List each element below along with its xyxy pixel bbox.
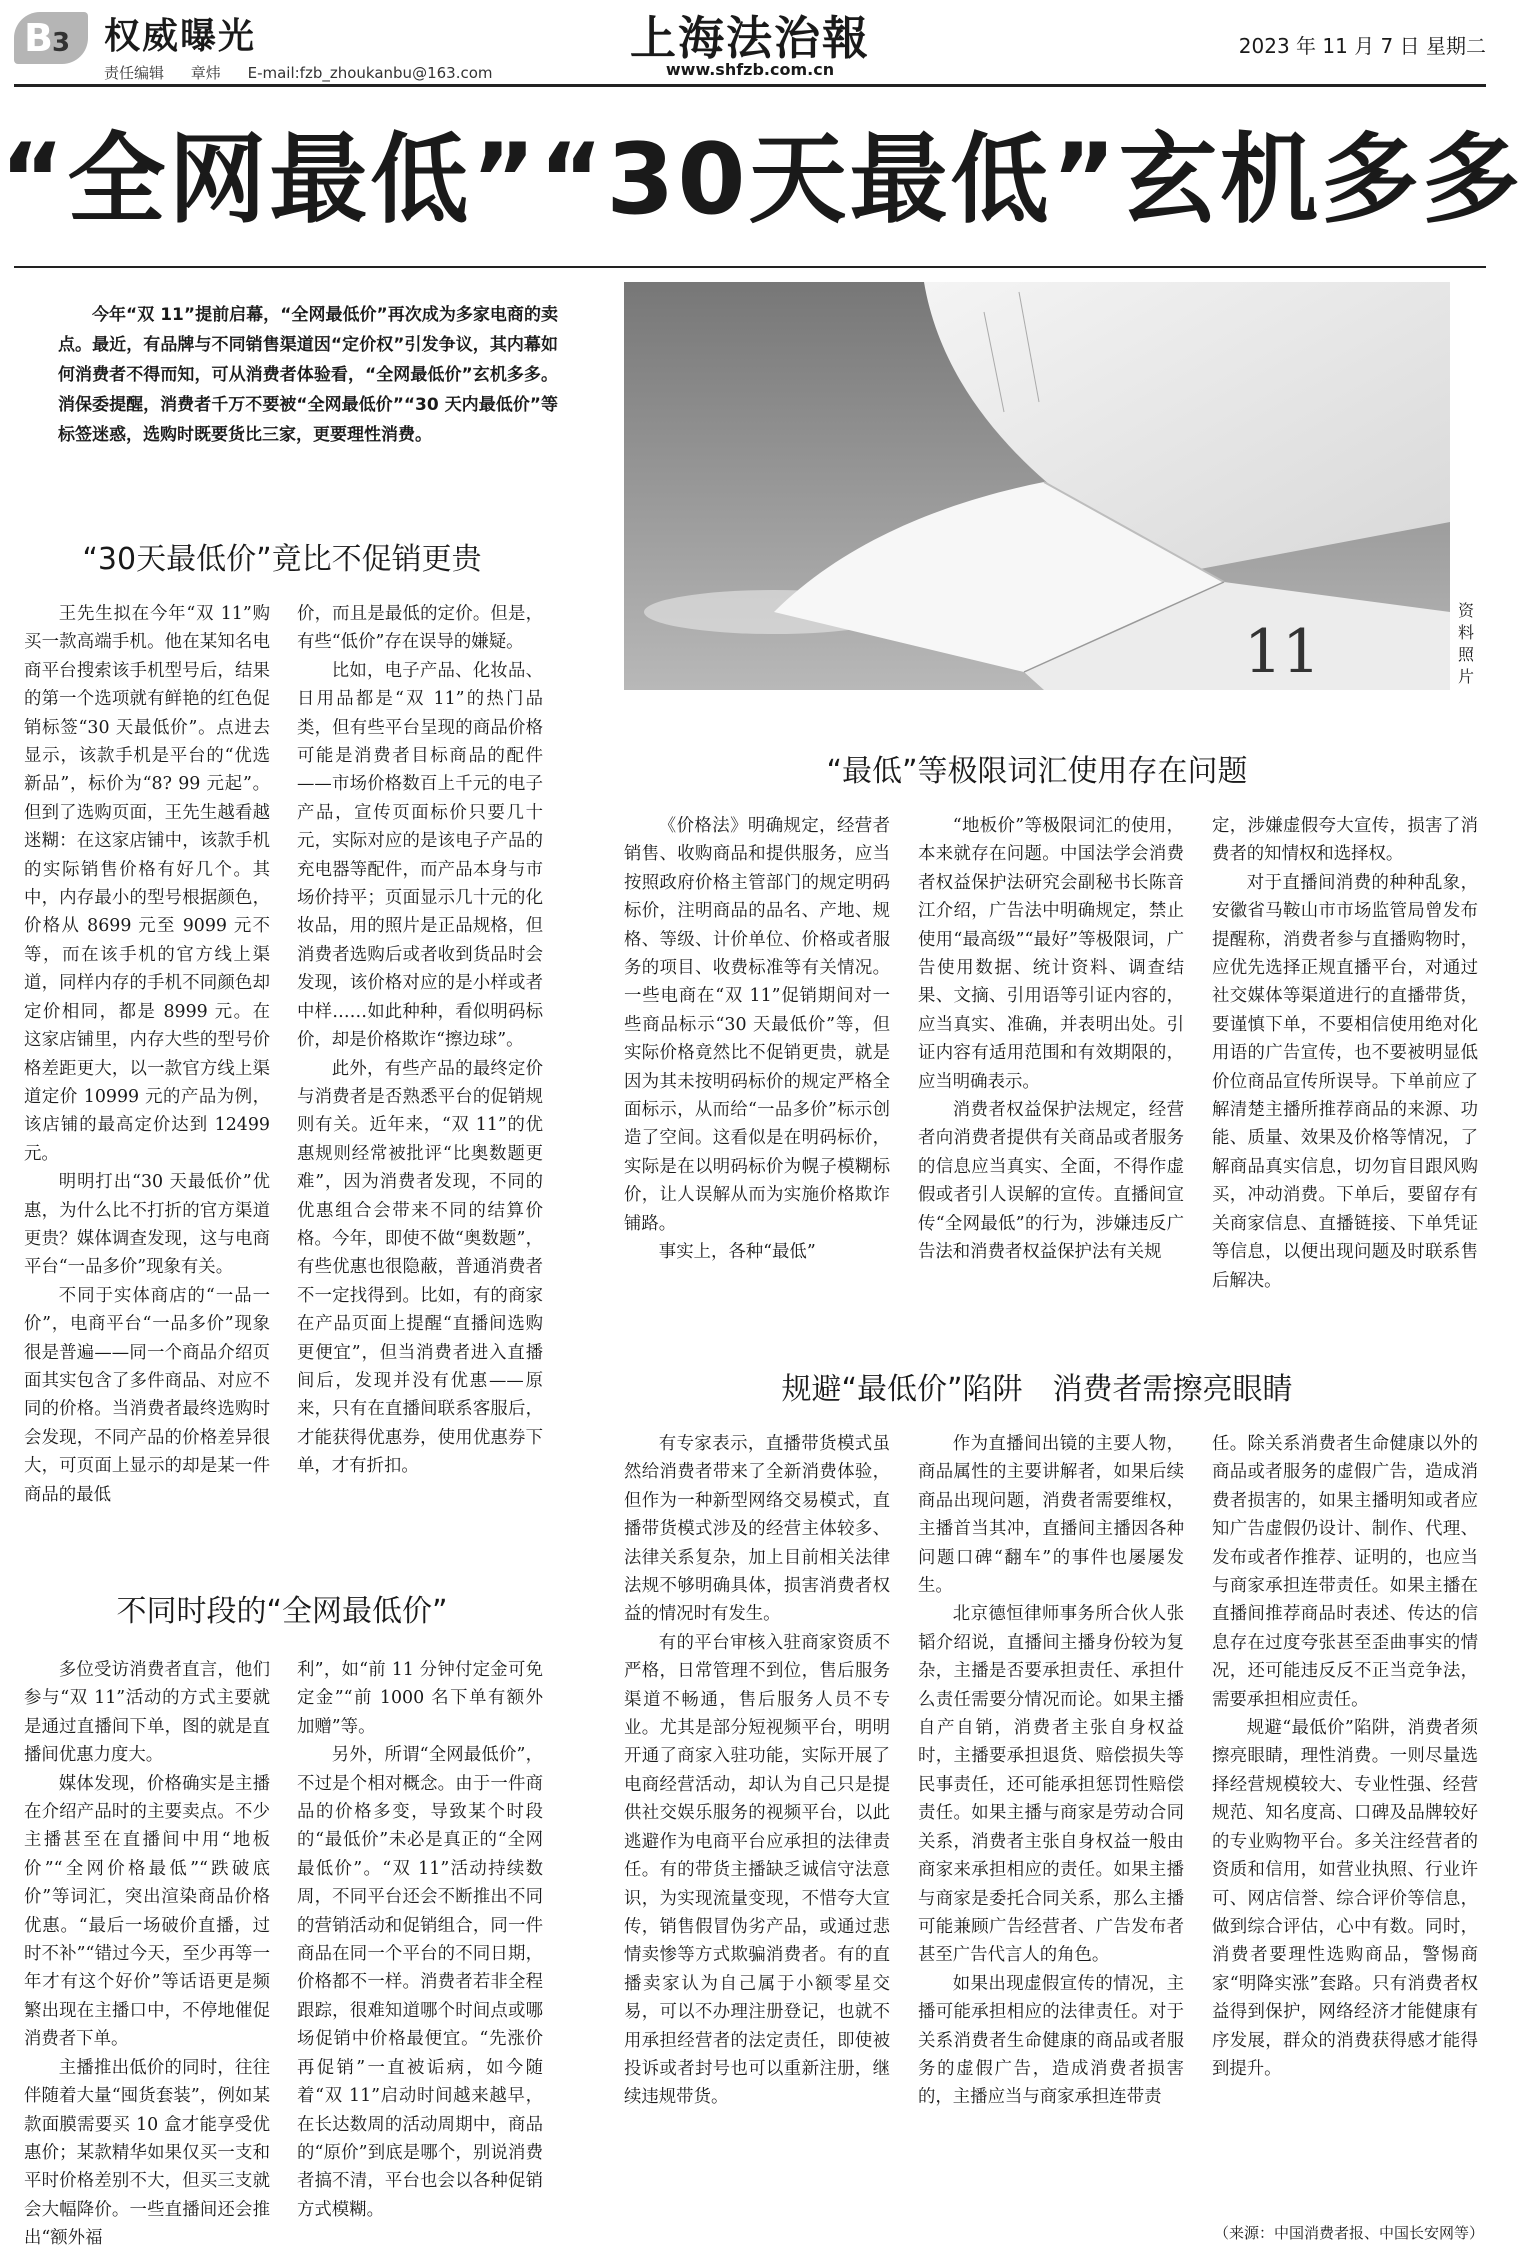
section1-column-1 — [24, 600, 270, 1505]
page-badge: B3 — [14, 12, 88, 64]
newspaper-logo: 上海法治報 — [630, 11, 870, 65]
editor-label: 责任编辑 — [104, 64, 165, 82]
section-name: 权威曝光 — [104, 16, 257, 57]
issue-date: 2023 年 11 月 7 日 星期二 — [1238, 34, 1486, 58]
section4-column-2 — [918, 1430, 1184, 2215]
paragraph: 任。除关系消费者生命健康以外的商品或者服务的虚假广告，造成消费者损害的，如果主播明知或者应知广告虚假仍设计、制作、代理、发布或者作推荐、证明的，也应当与商家承担连带责任。如果主播在直播间推荐商品时表述、传达的信息存在过度夸张甚至歪曲事实的情况，还可能违反反不正当竞争法，需要承担相应责任。 — [1212, 1434, 1478, 1710]
article-photo — [624, 282, 1450, 690]
article-source: （来源：中国消费者报、中国长安网等） — [1213, 2224, 1484, 2242]
paragraph: 主播推出低价的同时，往往伴随着大量“囤货套装”，例如某款面膜需要买 10 盒才能享受优惠价；某款精华如果仅买一支和平时价格差别不大，但买三支就会大幅降价。一些直播间还会推出“额外福 — [24, 2057, 270, 2249]
masthead — [0, 0, 1500, 86]
masthead-divider — [14, 84, 1486, 87]
paragraph: 媒体发现，价格确实是主播在介绍产品时的主要卖点。不少主播甚至在直播间中用“地板价”“全网价格最低”“跌破底价”等词汇，突出渲染商品价格优惠。“最后一场破价直播，过时不补”“错过今天，至少再等一年才有这个好价”等话语更是频繁出现在主播口中，不停地催促消费者下单。 — [24, 1773, 270, 2050]
paragraph: 有的平台审核入驻商家资质不严格，日常管理不到位，售后服务渠道不畅通，售后服务人员不专业。尤其是部分短视频平台，明明开通了商家入驻功能，实际开展了电商经营活动，却认为自己只是提供社交娱乐服务的视频平台，以此逃避作为电商平台应承担的法律责任。有的带货主播缺乏诚信守法意识，为实现流量变现，不惜夸大宣传，销售假冒伪劣产品，或通过悲情卖惨等方式欺骗消费者。有的直播卖家认为自己属于小额零星交易，可以不办理注册登记，也就不用承担经营者的法定责任，即使被投诉或者封号也可以重新注册，继续违规带货。 — [624, 1632, 890, 2108]
editor-email: E-mail:fzb_zhoukanbu@163.com — [247, 64, 493, 82]
paragraph: 价，而且是最低的定价。但是，有些“低价”存在误导的嫌疑。 — [297, 604, 543, 653]
subhead-30day: “30天最低价”竟比不促销更贵 — [82, 542, 482, 577]
section1-column-2 — [297, 600, 543, 1477]
subhead-extreme-words: “最低”等极限词汇使用存在问题 — [826, 754, 1248, 789]
paragraph: 定，涉嫌虚假夸大宣传，损害了消费者的知情权和选择权。 — [1212, 816, 1478, 865]
lead-paragraph: 今年“双 11”提前启幕，“全网最低价”再次成为多家电商的卖点。最近，有品牌与不同销售渠道因“定价权”引发争议，其内幕如何消费者不得而知，可从消费者体验看，“全网最低价”玄机多多。消保委提醒，消费者千万不要被“全网最低价”“30 天内最低价”等标签迷惑，选购时既要货比三家，更要理性消费。 — [58, 305, 558, 445]
paragraph: 北京德恒律师事务所合伙人张韬介绍说，直播间主播身份较为复杂，主播是否要承担责任、承担什么责任需要分情况而论。如果主播自产自销，消费者主张自身权益时，主播要承担退货、赔偿损失等民事责任，还可能承担惩罚性赔偿责任。如果主播与商家是劳动合同关系，消费者主张自身权益一般由商家来承担相应的责任。如果主播与商家是委托合同关系，那么主播可能兼顾广告经营者、广告发布者甚至广告代言人的角色。 — [918, 1604, 1184, 1966]
subhead-different-periods: 不同时段的“全网最低价” — [116, 1594, 448, 1629]
paragraph: 多位受访消费者直言，他们参与“双 11”活动的方式主要就是通过直播间下单，图的就是直播间优惠力度大。 — [24, 1660, 270, 1766]
section2-column-2 — [297, 1656, 543, 2220]
photo-credit: 资料照片 — [1458, 601, 1475, 686]
headline-divider — [14, 266, 1486, 268]
headline: “全网最低”“30天最低”玄机多多 — [0, 123, 1523, 237]
section4-column-1 — [624, 1430, 890, 2215]
paragraph: “地板价”等极限词汇的使用，本来就存在问题。中国法学会消费者权益保护法研究会副秘书长陈音江介绍，广告法中明确规定，禁止使用“最高级”“最好”等极限词，广告使用数据、统计资料、调查结果、文摘、引用语等引证内容的，应当真实、准确，并表明出处。引证内容有适用范围和有效期限的，应当明确表示。 — [918, 816, 1184, 1092]
editor-name: 章炜 — [190, 64, 221, 82]
paragraph: 规避“最低价”陷阱，消费者须擦亮眼睛，理性消费。一则尽量选择经营规模较大、专业性强、经营规范、知名度高、口碑及品牌较好的专业购物平台。多关注经营者的资质和信用，如营业执照、行业许可、网店信誉、综合评价等信息，做到综合评估，心中有数。同时，消费者要理性选购商品，警惕商家“明降实涨”套路。只有消费者权益得到保护，网络经济才能健康有序发展，群众的消费获得感才能得到提升。 — [1212, 1718, 1478, 2079]
paragraph: 《价格法》明确规定，经营者销售、收购商品和提供服务，应当按照政府价格主管部门的规定明码标价，注明商品的品名、产地、规格、等级、计价单位、价格或者服务的项目、收费标准等有关情况。一些电商在“双 11”促销期间对一些商品标示“30 天最低价”等，但实际价格竟然比不促销更贵，就是因为其未按明码标价的规定严格全面标示，从而给“一品多价”标示创造了空间。这看似是在明码标价，实际是在以明码标价为幌子模糊标价，让人误解从而为实施价格欺诈铺路。 — [624, 816, 890, 1234]
calendar-number: 11 — [1244, 617, 1321, 687]
paragraph: 有专家表示，直播带货模式虽然给消费者带来了全新消费体验，但作为一种新型网络交易模式，直播带货模式涉及的经营主体较多、法律关系复杂，加上目前相关法律法规不够明确具体，损害消费者权益的情况时有发生。 — [624, 1434, 890, 1625]
paragraph: 事实上，各种“最低” — [658, 1242, 816, 1263]
section4-column-3 — [1212, 1430, 1478, 2215]
paragraph: 作为直播间出镜的主要人物，商品属性的主要讲解者，如果后续商品出现问题，消费者需要维权，主播首当其冲，直播间主播因各种问题口碑“翻车”的事件也屡屡发生。 — [918, 1434, 1184, 1597]
paragraph: 消费者权益保护法规定，经营者向消费者提供有关商品或者服务的信息应当真实、全面，不得作虚假或者引人误解的宣传。直播间宣传“全网最低”的行为，涉嫌违反广告法和消费者权益保护法有关规 — [918, 1100, 1184, 1263]
paragraph: 不同于实体商店的“一品一价”，电商平台“一品多价”现象很是普遍——同一个商品介绍页面其实包含了多件商品、对应不同的价格。当消费者最终选购时会发现，不同产品的价格差异很大，可页面上显示的却是某一件商品的最低 — [24, 1285, 270, 1505]
paragraph: 另外，所谓“全网最低价”，不过是个相对概念。由于一件商品的价格多变，导致某个时段的“最低价”未必是真正的“全网最低价”。“双 11”活动持续数周，不同平台还会不断推出不同的营销活动和促销组合，同一件商品在同一个平台的不同日期，价格都不一样。消费者若非全程跟踪，很难知道哪个时间点或哪场促销中价格最便宜。“先涨价再促销”一直被诟病，如今随着“双 11”启动时间越来越早，在长达数周的活动周期中，商品的“原价”到底是哪个，别说消费者搞不清，平台也会以各种促销方式模糊。 — [297, 1745, 543, 2220]
paragraph: 明明打出“30 天最低价”优惠，为什么比不打折的官方渠道更贵？媒体调查发现，这与电商平台“一品多价”现象有关。 — [24, 1172, 270, 1278]
paragraph: 对于直播间消费的种种乱象，安徽省马鞍山市市场监管局曾发布提醒称，消费者参与直播购物时，应优先选择正规直播平台，对通过社交媒体等渠道进行的直播带货，要谨慎下单，不要相信使用绝对化用语的广告宣传，也不要被明显低价位商品宣传所误导。下单前应了解清楚主播所推荐商品的来源、功能、质量、效果及价格等情况，了解商品真实信息，切勿盲目跟风购买，冲动消费。下单后，要留存有关商家信息、直播链接、下单凭证等信息，以便出现问题及时联系售后解决。 — [1212, 872, 1478, 1291]
paragraph: 利”，如“前 11 分钟付定金可免定金”“前 1000 名下单有额外加赠”等。 — [297, 1660, 543, 1737]
editor-line — [104, 62, 515, 83]
section2-column-1 — [24, 1656, 270, 2249]
section3-column-3 — [1212, 812, 1478, 1352]
section3-column-1 — [624, 812, 890, 1352]
website-url: www.shfzb.com.cn — [665, 60, 835, 79]
subhead-avoid-trap: 规避“最低价”陷阱 消费者需擦亮眼睛 — [781, 1372, 1293, 1407]
paragraph: 如果出现虚假宣传的情况，主播可能承担相应的法律责任。对于关系消费者生命健康的商品或者服务的虚假广告，造成消费者损害的，主播应当与商家承担连带责 — [918, 1973, 1184, 2108]
paragraph: 此外，有些产品的最终定价与消费者是否熟悉平台的促销规则有关。近年来，“双 11”的优惠规则经常被批评“比奥数题更难”，因为消费者发现，不同的优惠组合会带来不同的结算价格。今年，即使不做“奥数题”，有些优惠也很隐蔽，普通消费者不一定找得到。比如，有的商家在产品页面上提醒“直播间选购更便宜”，但当消费者进入直播间后，发现并没有优惠——原来，只有在直播间联系客服后，才能获得优惠券，使用优惠券下单，才有折扣。 — [297, 1058, 543, 1477]
paragraph: 王先生拟在今年“双 11”购买一款高端手机。他在某知名电商平台搜索该手机型号后，结果的第一个选项就有鲜艳的红色促销标签“30 天最低价”。点进去显示，该款手机是平台的“优选新品”，标价为“8? 99 元起”。但到了选购页面，王先生越看越迷糊：在这家店铺中，该款手机的实际销售价格有好几个。其中，内存最小的型号根据颜色，价格从 8699 元至 9099 元不等，而在该手机的官方线上渠道，同样内存的手机不同颜色却定价相同，都是 8999 元。在这家店铺里，内存大些的型号价格差距更大，以一款官方线上渠道定价 10999 元的产品为例，该店铺的最高定价达到 12499 元。 — [24, 604, 270, 1164]
paragraph: 比如，电子产品、化妆品、日用品都是“双 11”的热门品类，但有些平台呈现的商品价格可能是消费者目标商品的配件——市场价格数百上千元的电子产品，宣传页面标价只要几十元，实际对应的是该电子产品的充电器等配件，而产品本身与市场价持平；页面显示几十元的化妆品，用的照片是正品规格，但消费者选购后或者收到货品时会发现，该价格对应的是小样或者中样……如此种种，看似明码标价，却是价格欺诈“擦边球”。 — [297, 660, 543, 1051]
section3-column-2 — [918, 812, 1184, 1352]
